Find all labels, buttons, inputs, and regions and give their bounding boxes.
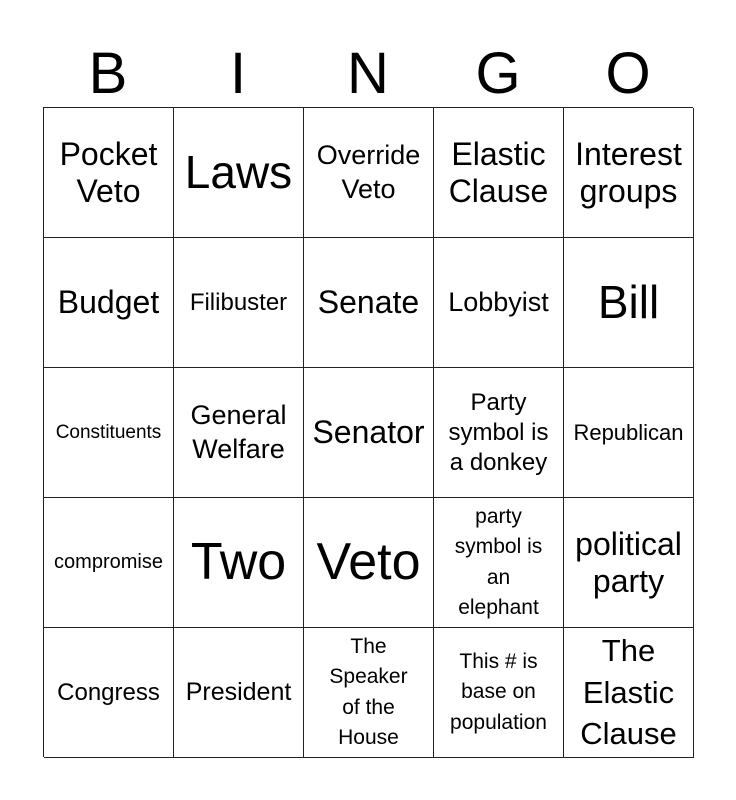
- cell-text: Elastic Clause: [448, 135, 549, 209]
- header-letter-b: B: [88, 41, 128, 106]
- cell-text: Senate: [317, 284, 420, 321]
- bingo-cell-r4-c2[interactable]: [174, 498, 304, 628]
- header-letter-i: I: [229, 41, 247, 106]
- bingo-cell-r2-c5[interactable]: [564, 238, 694, 368]
- cell-text: Filibuster: [189, 288, 288, 316]
- bingo-cell-r4-c4[interactable]: [434, 498, 564, 628]
- bingo-cell-r2-c3[interactable]: [304, 238, 434, 368]
- cell-text: Override Veto: [316, 139, 421, 204]
- cell-text: Interest groups: [575, 135, 682, 209]
- cell-text: Bill: [597, 276, 660, 329]
- cell-text: Pocket Veto: [59, 135, 158, 209]
- cell-text: party symbol is an elephant: [454, 504, 543, 619]
- cell-text: President: [185, 677, 292, 706]
- bingo-cell-r1-c5[interactable]: [564, 108, 694, 238]
- bingo-cell-r4-c1[interactable]: [44, 498, 174, 628]
- bingo-cell-r1-c2[interactable]: [174, 108, 304, 238]
- bingo-cell-r3-c1[interactable]: [44, 368, 174, 498]
- cell-text: compromise: [54, 551, 163, 573]
- cell-text: Party symbol is a donkey: [448, 388, 549, 476]
- bingo-cell-r2-c4[interactable]: [434, 238, 564, 368]
- bingo-cell-r2-c1[interactable]: [44, 238, 174, 368]
- bingo-cell-r3-c2[interactable]: [174, 368, 304, 498]
- cell-text: The Elastic Clause: [580, 632, 677, 752]
- bingo-cell-r4-c3[interactable]: [304, 498, 434, 628]
- header-letter-g: G: [475, 41, 521, 106]
- bingo-cell-r5-c4[interactable]: [434, 628, 564, 758]
- cell-text: Senator: [312, 414, 425, 451]
- bingo-header: [43, 40, 693, 108]
- bingo-cell-r3-c5[interactable]: [564, 368, 694, 498]
- bingo-cell-r4-c5[interactable]: [564, 498, 694, 628]
- cell-text: Constituents: [55, 421, 162, 443]
- cell-text: Budget: [57, 284, 160, 321]
- bingo-cell-r5-c2[interactable]: [174, 628, 304, 758]
- cell-text: This # is base on population: [450, 649, 547, 734]
- cell-text: Veto: [316, 533, 421, 592]
- cell-text: Republican: [573, 419, 684, 445]
- header-letter-o: O: [605, 41, 651, 106]
- cell-text: The Speaker of the House: [329, 634, 408, 749]
- cell-text: General Welfare: [190, 399, 287, 464]
- bingo-cell-r1-c3[interactable]: [304, 108, 434, 238]
- bingo-cell-r3-c3[interactable]: [304, 368, 434, 498]
- cell-text: political party: [575, 525, 682, 599]
- header-letter-n: N: [347, 41, 389, 106]
- bingo-cell-r1-c1[interactable]: [44, 108, 174, 238]
- cell-text: Two: [190, 533, 287, 592]
- cell-text: Laws: [184, 146, 293, 199]
- cell-text: Lobbyist: [448, 286, 549, 317]
- bingo-cell-r3-c4[interactable]: [434, 368, 564, 498]
- bingo-cell-r5-c1[interactable]: [44, 628, 174, 758]
- bingo-cell-r5-c3[interactable]: [304, 628, 434, 758]
- bingo-card-grid: [43, 107, 693, 757]
- bingo-cell-r5-c5[interactable]: [564, 628, 694, 758]
- cell-text: Congress: [57, 678, 160, 706]
- bingo-cell-r1-c4[interactable]: [434, 108, 564, 238]
- bingo-cell-r2-c2[interactable]: [174, 238, 304, 368]
